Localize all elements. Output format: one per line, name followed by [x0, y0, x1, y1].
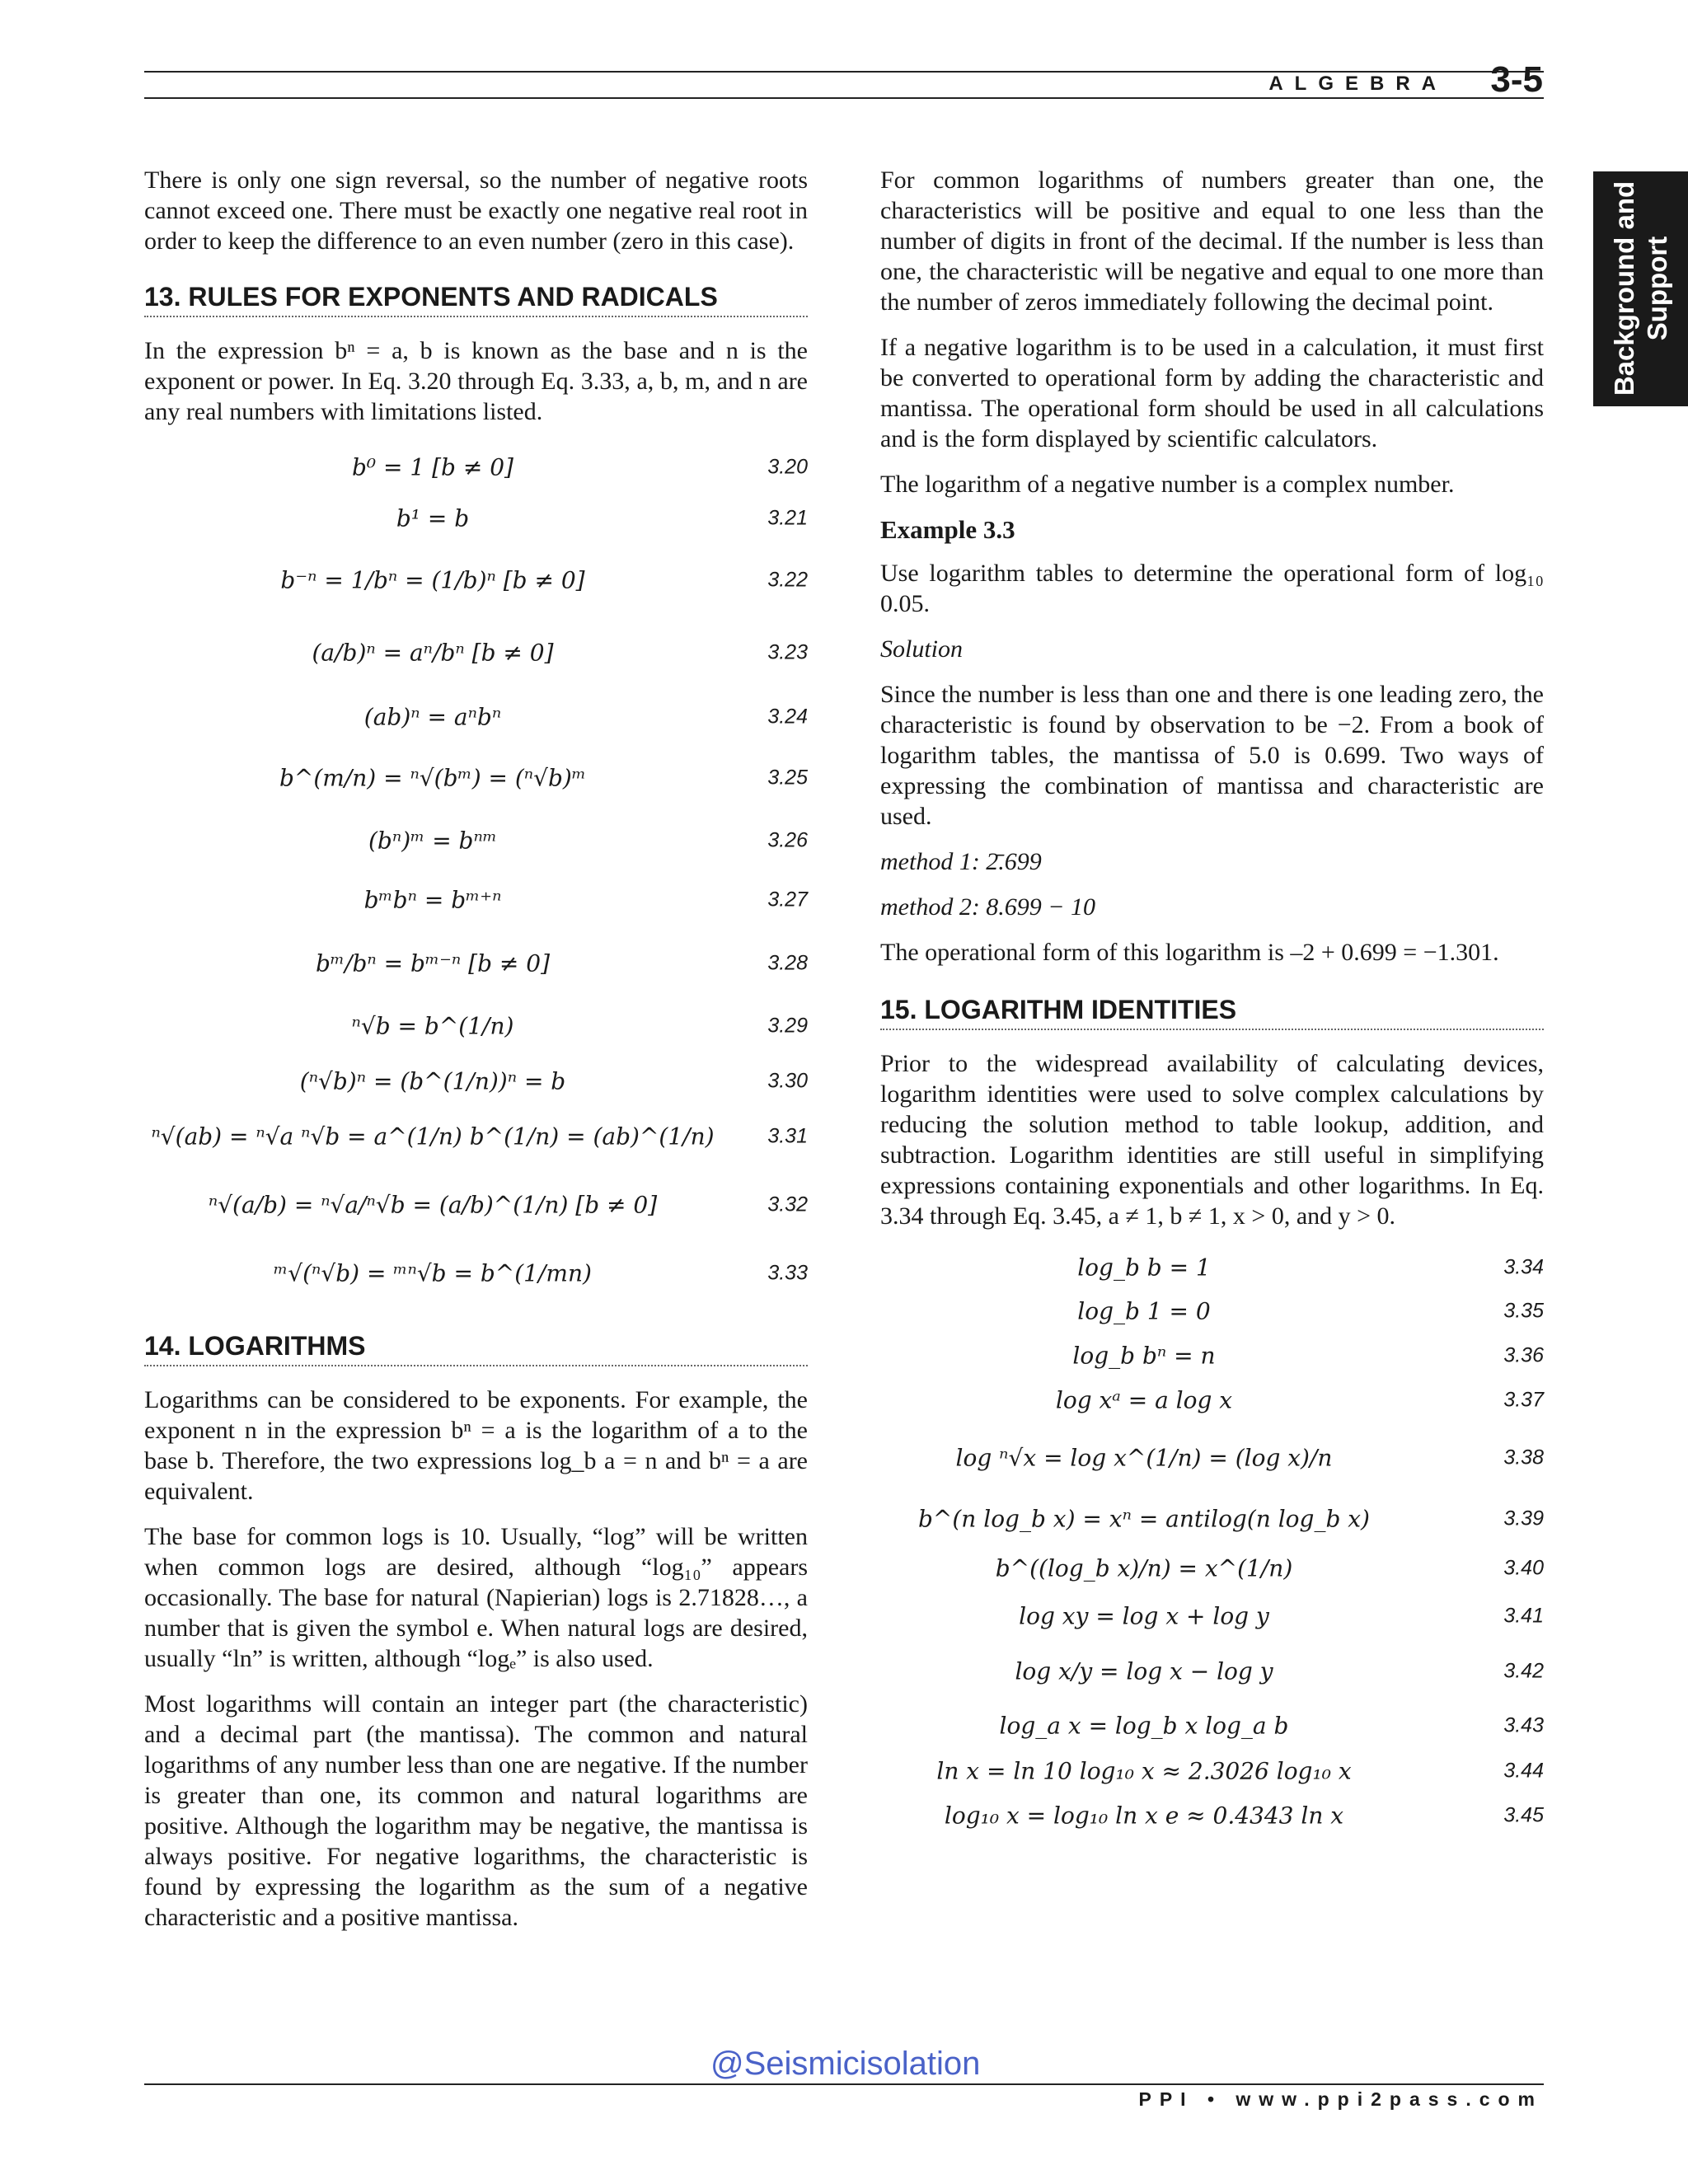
paragraph: The operational form of this logarithm is –2 + 0.699 = −1.301.	[880, 939, 1499, 966]
equation-3-21: b¹ = b 3.21	[396, 504, 808, 532]
equation-3-28: bᵐ/bⁿ = bᵐ⁻ⁿ [b ≠ 0] 3.28	[315, 949, 808, 977]
equation-3-23: (a/b)ⁿ = aⁿ/bⁿ [b ≠ 0] 3.23	[312, 639, 808, 667]
paragraph: Prior to the widespread availability of calculating devices, logarithm identities were used to solve complex calculations by reducing the solution method to table lookup, addition, and subtraction. Logarithm identities are still useful in simplifying expressions containing exponentials and other logarithms. In Eq. 3.34 through Eq. 3.45, a ≠ 1, b ≠ 1, x > 0, and y > 0.	[880, 1050, 1544, 1230]
equation-3-35: log_b 1 = 0 3.35	[1077, 1297, 1544, 1325]
equation-3-45: log₁₀ x = log₁₀ ln x e ≈ 0.4343 ln x 3.45	[944, 1802, 1544, 1830]
equation-3-41: log xy = log x + log y 3.41	[1019, 1602, 1544, 1630]
side-tab	[1593, 171, 1688, 406]
equation-3-29: ⁿ√b = b^(1/n) 3.29	[351, 1012, 808, 1040]
page-number: 3-5	[1490, 59, 1543, 100]
equation-3-22: b⁻ⁿ = 1/bⁿ = (1/b)ⁿ [b ≠ 0] 3.22	[280, 566, 808, 594]
section-heading-14: 14. LOGARITHMS	[144, 1330, 808, 1366]
section-heading-13: 13. RULES FOR EXPONENTS AND RADICALS	[144, 281, 808, 317]
side-tab-label: Background and Support	[1609, 180, 1672, 396]
equation-3-31: ⁿ√(ab) = ⁿ√a ⁿ√b = a^(1/n) b^(1/n) = (ab)^(1/n) 3.31	[151, 1122, 808, 1151]
left-column	[144, 165, 808, 1947]
equation-3-25: b^(m/n) = ⁿ√(bᵐ) = (ⁿ√b)ᵐ 3.25	[279, 764, 808, 792]
paragraph: The base for common logs is 10. Usually, “log” will be written when common logs are desired, although “log₁₀” appears occasionally. The base for natural (Napierian) logs is 2.71828…, a number that is given the symbol e. When natural logs are desired, usually “ln” is written, although “logₑ” is also used.	[144, 1523, 808, 1672]
method-1: method 1: 2̄.699	[880, 848, 1042, 875]
paragraph: There is only one sign reversal, so the number of negative roots cannot exceed one. There must be exactly one negative real root in order to keep the difference to an even number (zero in this case).	[144, 166, 808, 255]
paragraph: Since the number is less than one and there is one leading zero, the characteristic is found by observation to be −2. From a book of logarithm tables, the mantissa of 5.0 is 0.699. Two ways of expressing the combination of mantissa and characteristic are used.	[880, 681, 1544, 830]
paragraph: Most logarithms will contain an integer part (the characteristic) and a decimal part (the mantissa). The common and natural logarithms of any number less than one are negative. If the number is greater than one, its common and natural logarithms are positive. Although the logarithm may be negative, the mantissa is always positive. For negative logarithms, the characteristic is found by expressing the logarithm as the sum of a negative characteristic and a positive mantissa.	[144, 1690, 808, 1931]
equation-3-34: log_b b = 1 3.34	[1077, 1254, 1544, 1282]
equation-3-42: log x/y = log x − log y 3.42	[1015, 1657, 1544, 1685]
equation-3-24: (ab)ⁿ = aⁿbⁿ 3.24	[363, 703, 808, 731]
right-column	[880, 165, 1544, 1838]
paragraph: The logarithm of a negative number is a complex number.	[880, 471, 1455, 498]
watermark: @Seismicisolation	[710, 2046, 981, 2082]
example-title: Example 3.3	[880, 515, 1015, 544]
footer-publisher: PPI • www.ppi2pass.com	[1138, 2088, 1543, 2110]
solution-label: Solution	[880, 635, 964, 663]
equation-3-37: log xᵃ = a log x 3.37	[1055, 1386, 1544, 1414]
equation-3-20: b⁰ = 1 [b ≠ 0] 3.20	[352, 453, 808, 481]
equation-3-33: ᵐ√(ⁿ√b) = ᵐⁿ√b = b^(1/mn) 3.33	[274, 1259, 808, 1287]
paragraph: In the expression bⁿ = a, b is known as the base and n is the exponent or power. In Eq. 3.20 through Eq. 3.33, a, b, m, and n are any real numbers with limitations listed.	[144, 337, 808, 425]
header-rule-bottom	[144, 97, 1544, 99]
method-2: method 2: 8.699 − 10	[880, 893, 1096, 921]
equation-3-27: bᵐbⁿ = bᵐ⁺ⁿ 3.27	[363, 886, 808, 914]
equation-3-30: (ⁿ√b)ⁿ = (b^(1/n))ⁿ = b 3.30	[299, 1067, 808, 1095]
footer-rule	[144, 2083, 1544, 2085]
equation-3-36: log_b bⁿ = n 3.36	[1072, 1342, 1544, 1370]
equation-3-26: (bⁿ)ᵐ = bⁿᵐ 3.26	[368, 827, 808, 855]
equation-3-44: ln x = ln 10 log₁₀ x ≈ 2.3026 log₁₀ x 3.44	[936, 1757, 1544, 1785]
running-head-section: ALGEBRA	[1268, 73, 1447, 95]
paragraph: Use logarithm tables to determine the operational form of log₁₀ 0.05.	[880, 560, 1544, 617]
section-heading-15: 15. LOGARITHM IDENTITIES	[880, 994, 1544, 1030]
equation-3-38: log ⁿ√x = log x^(1/n) = (log x)/n 3.38	[955, 1444, 1544, 1472]
equation-3-32: ⁿ√(a/b) = ⁿ√a/ⁿ√b = (a/b)^(1/n) [b ≠ 0] 3.32	[208, 1191, 808, 1219]
equation-3-43: log_a x = log_b x log_a b 3.43	[999, 1712, 1544, 1740]
equation-3-40: b^((log_b x)/n) = x^(1/n) 3.40	[995, 1554, 1544, 1582]
paragraph: For common logarithms of numbers greater than one, the characteristics will be positive and equal to one less than the number of digits in front of the decimal. If the number is less than one, the characteristic will be negative and equal to one more than the number of zeros immediately following the decimal point.	[880, 166, 1544, 316]
equation-3-39: b^(n log_b x) = xⁿ = antilog(n log_b x) 3.39	[918, 1505, 1544, 1533]
paragraph: Logarithms can be considered to be exponents. For example, the exponent n in the expression bⁿ = a is the logarithm of a to the base b. Therefore, the two expressions log_b a = n and bⁿ = a are equivalent.	[144, 1386, 808, 1505]
paragraph: If a negative logarithm is to be used in a calculation, it must first be converted to operational form by adding the characteristic and mantissa. The operational form should be used in all calculations and is the form displayed by scientific calculators.	[880, 334, 1544, 452]
